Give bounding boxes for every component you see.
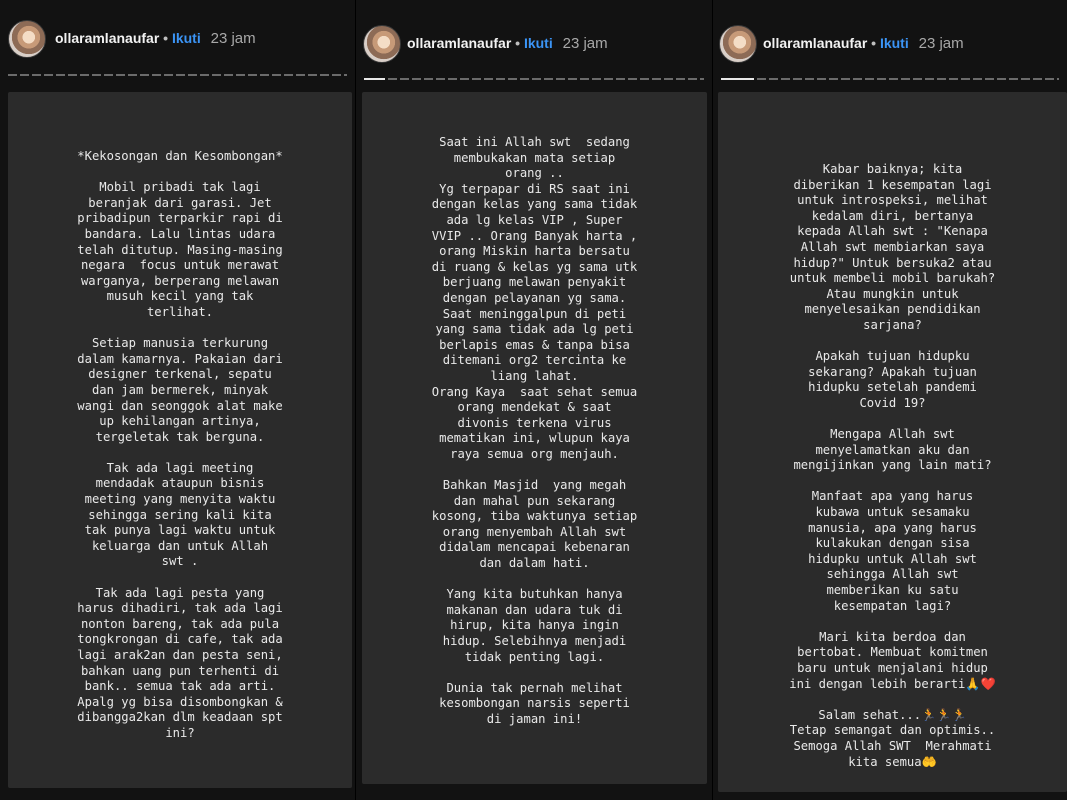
- story-progress-bar: [721, 78, 1059, 80]
- username-link[interactable]: ollaramlanaufar: [55, 30, 160, 46]
- story-text-card: [718, 92, 1067, 792]
- avatar[interactable]: [363, 25, 401, 63]
- progress-fill: [721, 78, 754, 80]
- story-text-card: [8, 92, 352, 788]
- avatar[interactable]: [8, 20, 46, 58]
- story-panel-2[interactable]: [356, 0, 712, 800]
- story-header: [356, 0, 712, 92]
- follow-button[interactable]: Ikuti: [171, 30, 201, 46]
- separator-dot: •: [871, 35, 877, 51]
- avatar[interactable]: [719, 25, 757, 63]
- separator-dot: •: [163, 30, 169, 46]
- story-text: Kabar baiknya; kita diberikan 1 kesempatan lagi untuk introspeksi, melihat kedalam diri, bertanya kepada Allah swt : "Kenapa Allah swt membiarkan saya hidup?" Untuk bersuka2 atau untuk membeli mobil barukah? Atau mungkin untuk menyelesaikan pendidikan sarjana? Apakah tujuan hidupku sekarang? Apakah tujuan hidupku setelah pandemi Covid 19? Mengapa Allah swt menyelamatkan aku dan mengijinkan yang lain mati? Manfaat apa yang harus kubawa untuk sesamaku manusia, apa yang harus kulakukan dengan sisa hidupku untuk Allah swt sehingga Allah swt memberikan ku satu kesempatan lagi? Mari kita berdoa dan bertobat. Membuat komitmen baru untuk menjalani hidup ini dengan lebih berarti🙏❤️ Salam sehat...🏃🏃🏃 Tetap semangat dan optimis.. Semoga Allah SWT Merahmati kita semua🤲: [789, 162, 996, 769]
- progress-fill: [364, 78, 385, 80]
- story-header: [713, 0, 1067, 92]
- story-text: Saat ini Allah swt sedang membukakan mata setiap orang .. Yg terpapar di RS saat ini dengan kelas yang sama tidak ada lg kelas VIP , Super VVIP .. Orang Banyak harta , orang Miskin harta bersatu di ruang & kelas yg sama utk berjuang melawan penyakit dengan pelayanan yg sama. Saat meninggalpun di peti yang sama tidak ada lg peti berlapis emas & tanpa bisa ditemani org2 tercinta ke liang lahat. Orang Kaya saat sehat semua orang mendekat & saat divonis terkena virus mematikan ini, wlupun kaya raya semua org menjauh. Bahkan Masjid yang megah dan mahal pun sekarang kosong, tiba waktunya setiap orang menyembah Allah swt didalam mencapai kebenaran dan dalam hati. Yang kita butuhkan hanya makanan dan udara tuk di hirup, kita hanya ingin hidup. Selebihnya menjadi tidak penting lagi. Dunia tak pernah melihat kesombongan narsis seperti di jaman ini!: [431, 135, 638, 726]
- story-progress-bar: [8, 74, 347, 76]
- story-header: [0, 0, 355, 92]
- story-progress-bar: [364, 78, 704, 80]
- story-panel-1[interactable]: [0, 0, 355, 800]
- story-panel-3[interactable]: [713, 0, 1067, 800]
- follow-button[interactable]: Ikuti: [879, 35, 909, 51]
- story-text: *Kekosongan dan Kesombongan* Mobil pribadi tak lagi beranjak dari garasi. Jet pribadipun terparkir rapi di bandara. Lalu lintas udara telah ditutup. Masing-masing negara focus untuk merawat warganya, berperang melawan musuh kecil yang tak terlihat. Setiap manusia terkurung dalam kamarnya. Pakaian dari designer terkenal, sepatu dan jam bermerek, minyak wangi dan seonggok alat make up kehilangan artinya, tergeletak tak berguna. Tak ada lagi meeting mendadak ataupun bisnis meeting yang menyita waktu sehingga sering kali kita tak punya lagi waktu untuk keluarga dan untuk Allah swt . Tak ada lagi pesta yang harus dihadiri, tak ada lagi nonton bareng, tak ada pula tongkrongan di cafe, tak ada lagi arak2an dan pesta seni, bahkan uang pun terhenti di bank.. semua tak ada arti. Apalg yg bisa disombongkan & dibangga2kan dlm keadaan spt ini?: [77, 149, 283, 740]
- username-link[interactable]: ollaramlanaufar: [407, 35, 512, 51]
- follow-button[interactable]: Ikuti: [523, 35, 553, 51]
- username-link[interactable]: ollaramlanaufar: [763, 35, 868, 51]
- timestamp: 23 jam: [562, 35, 608, 52]
- timestamp: 23 jam: [210, 30, 256, 47]
- separator-dot: •: [515, 35, 521, 51]
- timestamp: 23 jam: [918, 35, 964, 52]
- story-text-card: [362, 92, 707, 784]
